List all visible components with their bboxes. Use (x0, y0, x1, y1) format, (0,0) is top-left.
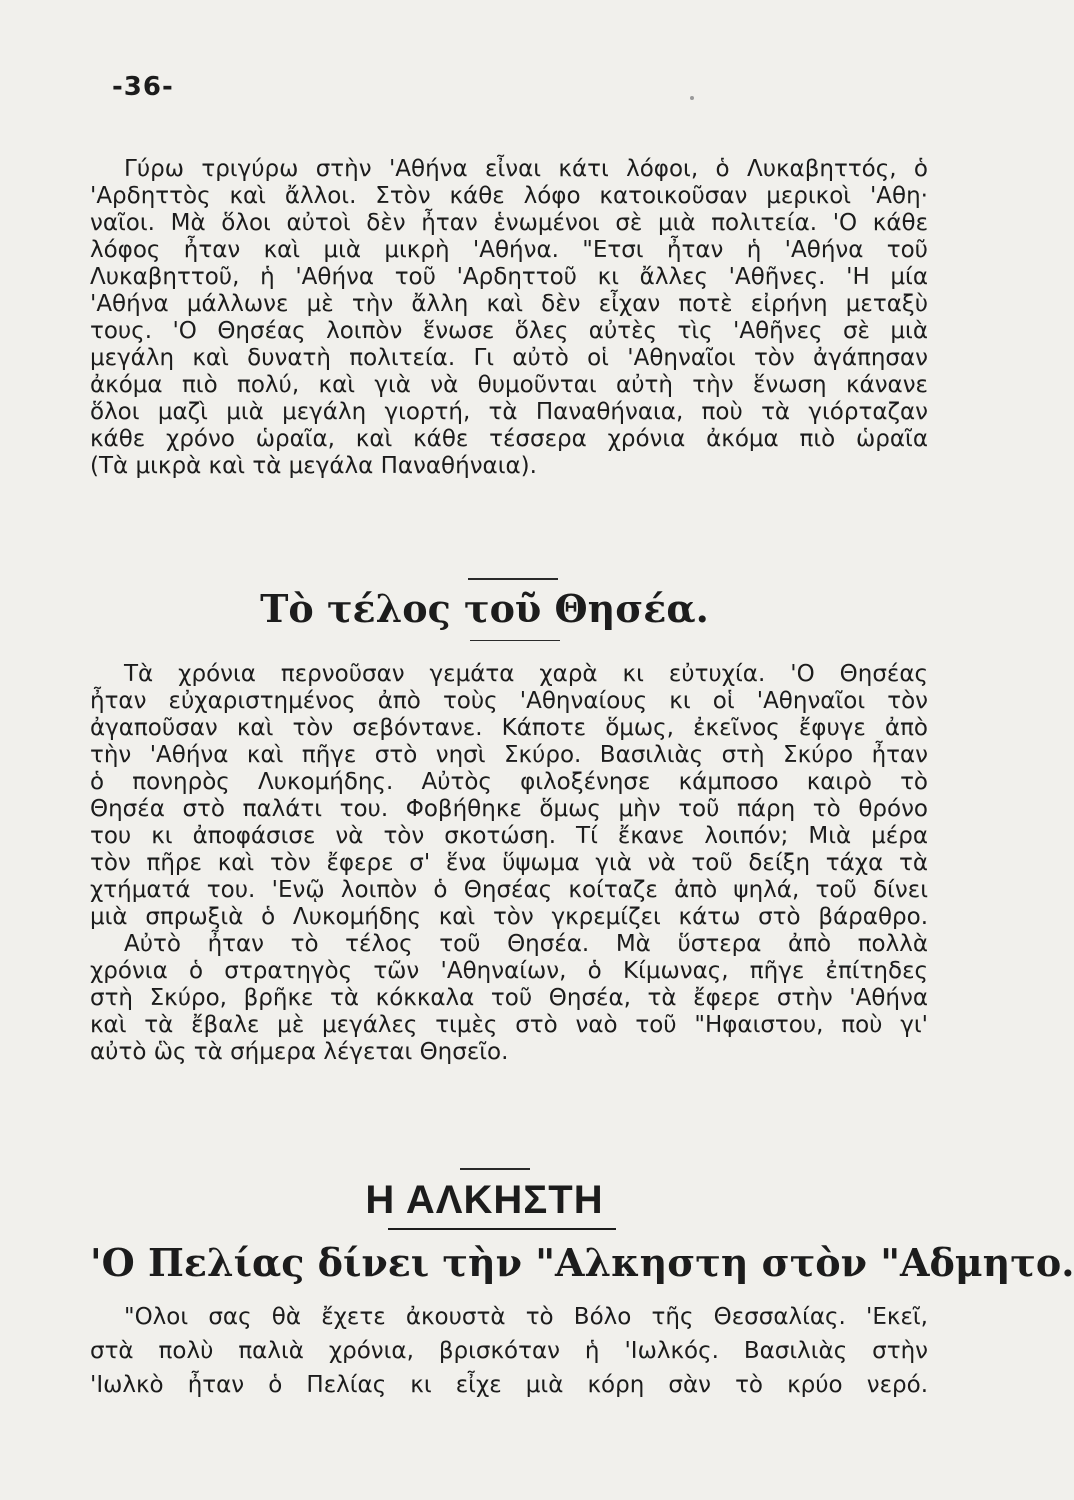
text-line: Τὰ χρόνια περνοῦσαν γεμάτα χαρὰ κι εὐτυχία. 'Ο Θησέας (124, 661, 928, 687)
text-line: αὐτὸ ὣς τὰ σήμερα λέγεται Θησεῖο. (90, 1039, 509, 1065)
subtitle-pelias-alcestis: 'Ο Πελίας δίνει τὴν "Αλκηστη στὸν "Αδμητο. (90, 1240, 1074, 1285)
text-line: (Τὰ μικρὰ καὶ τὰ μεγάλα Παναθήναια). (90, 453, 537, 479)
text-line: ἀγαποῦσαν καὶ τὸν σεβόντανε. Κάποτε ὅμως, ἐκεῖνος ἔφυγε ἀπὸ (90, 715, 928, 741)
paragraph-theseus-end (90, 660, 928, 1065)
text-line: στὴ Σκύρο, βρῆκε τὰ κόκκαλα τοῦ Θησέα, τὰ ἔφερε στὴν 'Αθήνα (90, 985, 928, 1011)
text-line: τὸν πῆρε καὶ τὸν ἔφερε σ' ἕνα ὕψωμα γιὰ νὰ τοῦ δείξη τάχα τὰ (90, 850, 928, 876)
text-line: του κι ἀποφάσισε νὰ τὸν σκοτώση. Τί ἔκανε λοιπόν; Μιὰ μέρα (90, 823, 928, 849)
paragraph-athens-hills (90, 156, 928, 480)
text-line: 'Αρδηττὸς καὶ ἄλλοι. Στὸν κάθε λόφο κατοικοῦσαν μερικοὶ 'Αθη· (90, 183, 928, 209)
text-line: στὰ πολὺ παλιὰ χρόνια, βρισκόταν ἡ 'Ιωλκός. Βασιλιὰς στὴν (90, 1338, 928, 1364)
text-line: ὅλοι μαζὶ μιὰ μεγάλη γιορτή, τὰ Παναθήναια, ποὺ τὰ γιόρταζαν (90, 399, 928, 425)
text-line: μιὰ σπρωξιὰ ὁ Λυκομήδης καὶ τὸν γκρεμίζει κάτω στὸ βάραθρο. (90, 904, 928, 930)
text-line: 'Αθήνα μάλλωνε μὲ τὴν ἄλλη καὶ δὲν εἶχαν ποτὲ εἰρήνη μεταξὺ (90, 291, 928, 317)
text-line: Αὐτὸ ἦταν τὸ τέλος τοῦ Θησέα. Μὰ ὕστερα ἀπὸ πολλὰ (124, 931, 928, 957)
section-divider (460, 1168, 530, 1170)
text-line: ἀκόμα πιὸ πολύ, καὶ γιὰ νὰ θυμοῦνται αὐτὴ τὴν ἕνωση κάνανε (90, 372, 928, 398)
text-line: μεγάλη καὶ δυνατὴ πολιτεία. Γι αὐτὸ οἱ 'Αθηναῖοι τὸν ἀγάπησαν (90, 345, 928, 371)
section-title-alcestis: Η ΑΛΚΗΣΤΗ (365, 1178, 604, 1222)
text-line: ὁ πονηρὸς Λυκομήδης. Αὐτὸς φιλοξένησε κάμποσο καιρὸ τὸ (90, 769, 928, 795)
text-line: 'Ιωλκὸ ἦταν ὁ Πελίας κι εἶχε μιὰ κόρη σὰν τὸ κρύο νερό. (90, 1372, 928, 1398)
text-line: χτήματά του. 'Ενῷ λοιπὸν ὁ Θησέας κοίταζε ἀπὸ ψηλά, τοῦ δίνει (90, 877, 928, 903)
text-line: κάθε χρόνο ὡραῖα, καὶ κάθε τέσσερα χρόνια ἀκόμα πιὸ ὡραῖα (90, 426, 928, 452)
text-line: Θησέα στὸ παλάτι του. Φοβήθηκε ὅμως μὴν τοῦ πάρη τὸ θρόνο (90, 796, 928, 822)
paragraph-alcestis (90, 1300, 928, 1402)
title-underline (388, 1228, 616, 1230)
text-line: λόφος ἦταν καὶ μιὰ μικρὴ 'Αθήνα. "Ετσι ἦταν ἡ 'Αθήνα τοῦ (90, 237, 928, 263)
text-line: τους. 'Ο Θησέας λοιπὸν ἕνωσε ὅλες αὐτὲς τὶς 'Αθῆνες σὲ μιὰ (90, 318, 928, 344)
ink-speck (690, 96, 694, 100)
text-line: Γύρω τριγύρω στὴν 'Αθήνα εἶναι κάτι λόφοι, ὁ Λυκαβηττός, ὁ (124, 156, 928, 182)
title-divider (470, 640, 560, 641)
text-line: Λυκαβηττοῦ, ἡ 'Αθήνα τοῦ 'Αρδηττοῦ κι ἄλλες 'Αθῆνες. 'Η μία (90, 264, 928, 290)
text-line: χρόνια ὁ στρατηγὸς τῶν 'Αθηναίων, ὁ Κίμωνας, πῆγε ἐπίτηδες (90, 958, 928, 984)
section-title-theseus-end: Τὸ τέλος τοῦ Θησέα. (260, 586, 709, 631)
section-divider (468, 578, 558, 580)
text-line: ἦταν εὐχαριστημένος ἀπὸ τοὺς 'Αθηναίους κι οἱ 'Αθηναῖοι τὸν (90, 688, 928, 714)
text-line: τὴν 'Αθήνα καὶ πῆγε στὸ νησὶ Σκύρο. Βασιλιὰς στὴ Σκύρο ἦταν (90, 742, 928, 768)
text-line: "Ολοι σας θὰ ἔχετε ἀκουστὰ τὸ Βόλο τῆς Θεσσαλίας. 'Εκεῖ, (124, 1304, 928, 1330)
page-number: -36- (112, 72, 174, 102)
text-line: ναῖοι. Μὰ ὅλοι αὐτοὶ δὲν ἦταν ἑνωμένοι σὲ μιὰ πολιτεία. 'Ο κάθε (90, 210, 928, 236)
text-line: καὶ τὰ ἔβαλε μὲ μεγάλες τιμὲς στὸ ναὸ τοῦ "Ηφαιστου, ποὺ γι' (90, 1012, 928, 1038)
